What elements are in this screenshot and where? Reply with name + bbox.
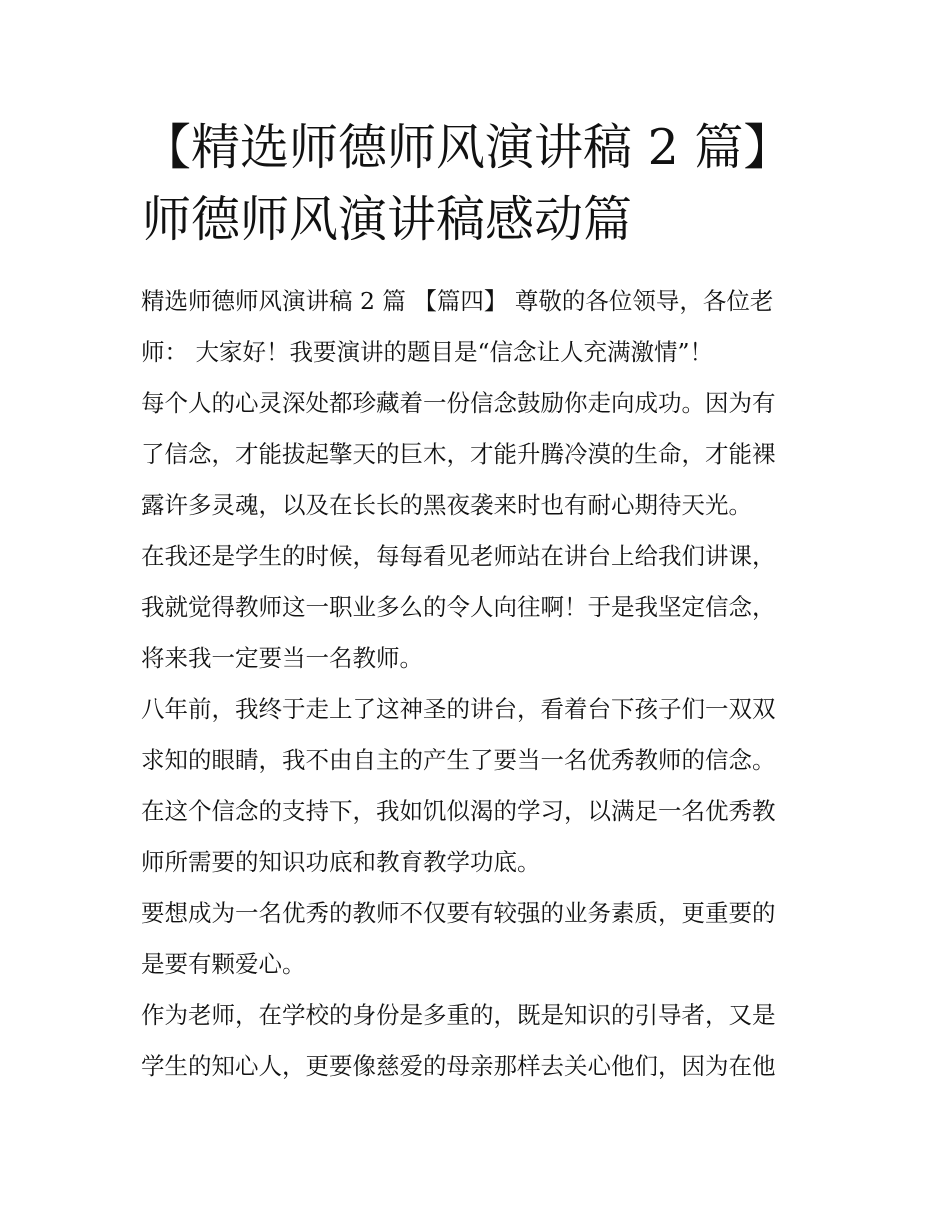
body-line: 了信念，才能拔起擎天的巨木，才能升腾冷漠的生命，才能裸 [141, 440, 776, 468]
body-line: 求知的眼睛，我不由自主的产生了要当一名优秀教师的信念。 [141, 746, 776, 774]
body-line: 我就觉得教师这一职业多么的令人向往啊！于是我坚定信念， [141, 593, 776, 621]
body-line: 要想成为一名优秀的教师不仅要有较强的业务素质，更重要的 [141, 899, 776, 927]
body-line: 在这个信念的支持下，我如饥似渴的学习，以满足一名优秀教 [141, 797, 776, 825]
body-line: 每个人的心灵深处都珍藏着一份信念鼓励你走向成功。因为有 [141, 389, 776, 417]
body-line: 师所需要的知识功底和教育教学功底。 [141, 848, 541, 876]
body-line: 八年前，我终于走上了这神圣的讲台，看着台下孩子们一双双 [141, 695, 776, 723]
document-title [142, 112, 822, 256]
body-line: 精选师德师风演讲稿 2 篇 【篇四】 尊敬的各位领导，各位老 [141, 287, 774, 315]
body-line: 学生的知心人，更要像慈爱的母亲那样去关心他们，因为在他 [141, 1052, 776, 1080]
document-body [141, 276, 821, 1092]
title-line-1: 【精选师德师风演讲稿 2 篇】 [142, 119, 793, 176]
title-line-2: 师德师风演讲稿感动篇 [142, 191, 633, 248]
body-line: 师： 大家好！我要演讲的题目是“信念让人充满激情”！ [141, 338, 713, 366]
body-line: 是要有颗爱心。 [141, 950, 306, 978]
body-line: 将来我一定要当一名教师。 [141, 644, 423, 672]
body-line: 作为老师，在学校的身份是多重的，既是知识的引导者，又是 [141, 1001, 776, 1029]
body-line: 露许多灵魂，以及在长长的黑夜袭来时也有耐心期待天光。 [141, 491, 752, 519]
body-line: 在我还是学生的时候，每每看见老师站在讲台上给我们讲课， [141, 542, 776, 570]
